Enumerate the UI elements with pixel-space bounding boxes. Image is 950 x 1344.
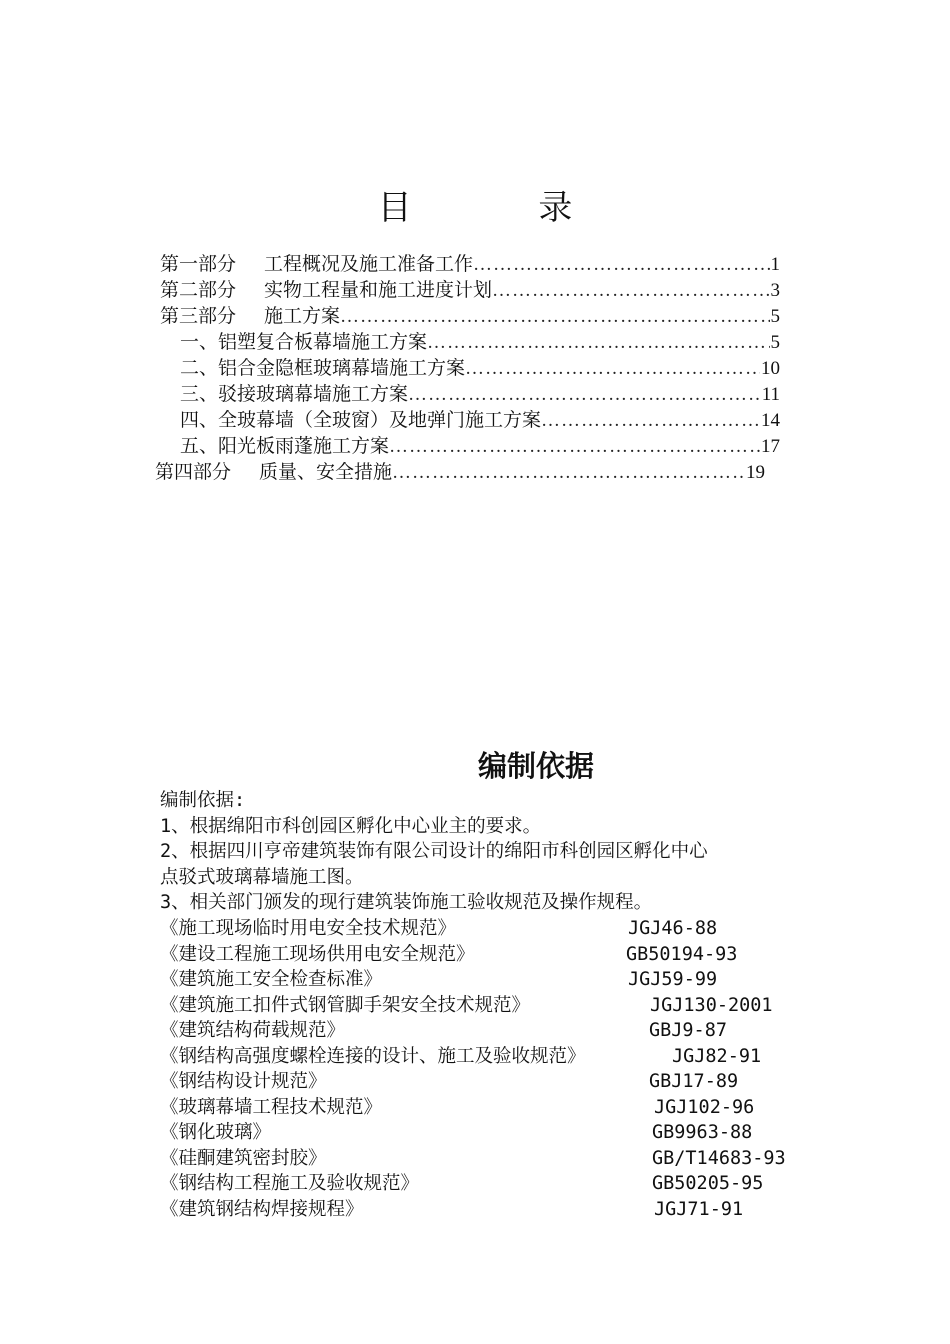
toc-entry-title: 实物工程量和施工进度计划 <box>264 280 493 301</box>
standard-code: GBJ17-89 <box>649 1071 739 1092</box>
standard-name: 《钢结构高强度螺栓连接的设计、施工及验收规范》 <box>160 1045 586 1067</box>
standard-name: 《钢结构设计规范》 <box>160 1071 327 1092</box>
standard-code: JGJ71-91 <box>654 1198 744 1220</box>
toc-page-number: 10 <box>761 358 780 379</box>
standard-item <box>160 1197 860 1223</box>
standard-name: 《硅酮建筑密封胶》 <box>160 1147 327 1169</box>
standard-name: 《钢结构工程施工及验收规范》 <box>160 1173 420 1194</box>
standard-code: JGJ130-2001 <box>650 994 773 1016</box>
toc-item <box>160 252 780 278</box>
toc-part: 第二部分 <box>160 280 237 301</box>
toc-page-number: 5 <box>770 306 780 327</box>
toc-entry-title: 一、铝塑复合板幕墙施工方案 <box>180 332 428 353</box>
standard-code: JGJ46-88 <box>628 918 718 939</box>
standard-item <box>160 1044 860 1070</box>
standard-item <box>160 1018 860 1044</box>
toc-item <box>180 330 780 356</box>
toc-part: 第三部分 <box>160 306 237 327</box>
basis-line: 1、根据绵阳市科创园区孵化中心业主的要求。 <box>160 815 542 837</box>
standard-code: GB9963-88 <box>652 1122 753 1143</box>
toc-item <box>155 460 765 486</box>
toc-entry-title: 二、铝合金隐框玻璃幕墙施工方案 <box>180 358 466 379</box>
standard-item <box>160 916 860 942</box>
toc-leader <box>492 278 769 304</box>
standard-item <box>160 1120 860 1146</box>
toc-page-number: 14 <box>761 410 780 431</box>
standard-name: 《施工现场临时用电安全技术规范》 <box>160 918 457 939</box>
toc-entry-title: 三、驳接玻璃幕墙施工方案 <box>180 384 409 405</box>
standard-code: GB50205-95 <box>652 1173 764 1194</box>
toc-leader <box>389 434 760 460</box>
toc-item <box>160 304 780 330</box>
basis-heading: 编制依据 <box>478 749 595 783</box>
toc-page-number: 11 <box>761 384 780 405</box>
standard-item <box>160 942 860 968</box>
basis-body <box>160 788 860 916</box>
standard-item <box>160 1171 860 1197</box>
toc-leader <box>340 304 769 330</box>
toc-leader <box>427 330 769 356</box>
toc-entry-title: 工程概况及施工准备工作 <box>264 254 474 275</box>
toc-page-number: 5 <box>770 332 780 353</box>
standard-code: GB/T14683-93 <box>652 1147 786 1169</box>
toc-leader <box>541 408 760 434</box>
standard-item <box>160 1069 860 1095</box>
standard-code: JGJ59-99 <box>628 969 718 990</box>
toc-part: 第四部分 <box>155 462 232 483</box>
toc-item <box>180 434 780 460</box>
standard-name: 《建筑结构荷载规范》 <box>160 1020 346 1041</box>
toc-item <box>180 382 780 408</box>
standard-code: JGJ82-91 <box>672 1045 762 1067</box>
standard-item <box>160 1146 860 1172</box>
standard-item <box>160 1095 860 1121</box>
standard-item <box>160 993 860 1019</box>
toc-title: 目 录 <box>377 188 631 228</box>
toc-leader <box>473 252 769 278</box>
toc-entry-title: 质量、安全措施 <box>259 462 393 483</box>
toc-page-number: 19 <box>746 462 765 483</box>
toc-entry-title: 施工方案 <box>264 306 341 327</box>
toc-part: 第一部分 <box>160 254 237 275</box>
standard-code: GB50194-93 <box>626 943 738 965</box>
basis-line: 2、根据四川亨帝建筑装饰有限公司设计的绵阳市科创园区孵化中心 <box>160 841 708 862</box>
toc-item <box>180 356 780 382</box>
basis-line: 3、相关部门颁发的现行建筑装饰施工验收规范及操作规程。 <box>160 892 653 913</box>
toc-leader <box>392 460 745 486</box>
toc-item <box>160 278 780 304</box>
toc-page-number: 1 <box>770 254 780 275</box>
standard-name: 《建筑施工安全检查标准》 <box>160 969 383 990</box>
toc-leader <box>408 382 761 408</box>
standard-name: 《建设工程施工现场供用电安全规范》 <box>160 943 475 965</box>
standard-name: 《玻璃幕墙工程技术规范》 <box>160 1096 383 1118</box>
toc-page-number: 3 <box>770 280 780 301</box>
standard-item <box>160 967 860 993</box>
toc-page-number: 17 <box>761 436 780 457</box>
toc-leader <box>465 356 760 382</box>
standard-code: JGJ102-96 <box>654 1096 755 1118</box>
toc-entry-title: 四、全玻幕墙（全玻窗）及地弹门施工方案 <box>180 410 542 431</box>
basis-intro: 编制依据: <box>160 790 246 811</box>
standard-code: GBJ9-87 <box>649 1020 727 1041</box>
standard-name: 《钢化玻璃》 <box>160 1122 272 1143</box>
basis-line: 点驳式玻璃幕墙施工图。 <box>160 866 364 888</box>
toc-item <box>180 408 780 434</box>
standard-name: 《建筑钢结构焊接规程》 <box>160 1198 364 1220</box>
toc-entry-title: 五、阳光板雨蓬施工方案 <box>180 436 390 457</box>
standard-name: 《建筑施工扣件式钢管脚手架安全技术规范》 <box>160 994 531 1016</box>
